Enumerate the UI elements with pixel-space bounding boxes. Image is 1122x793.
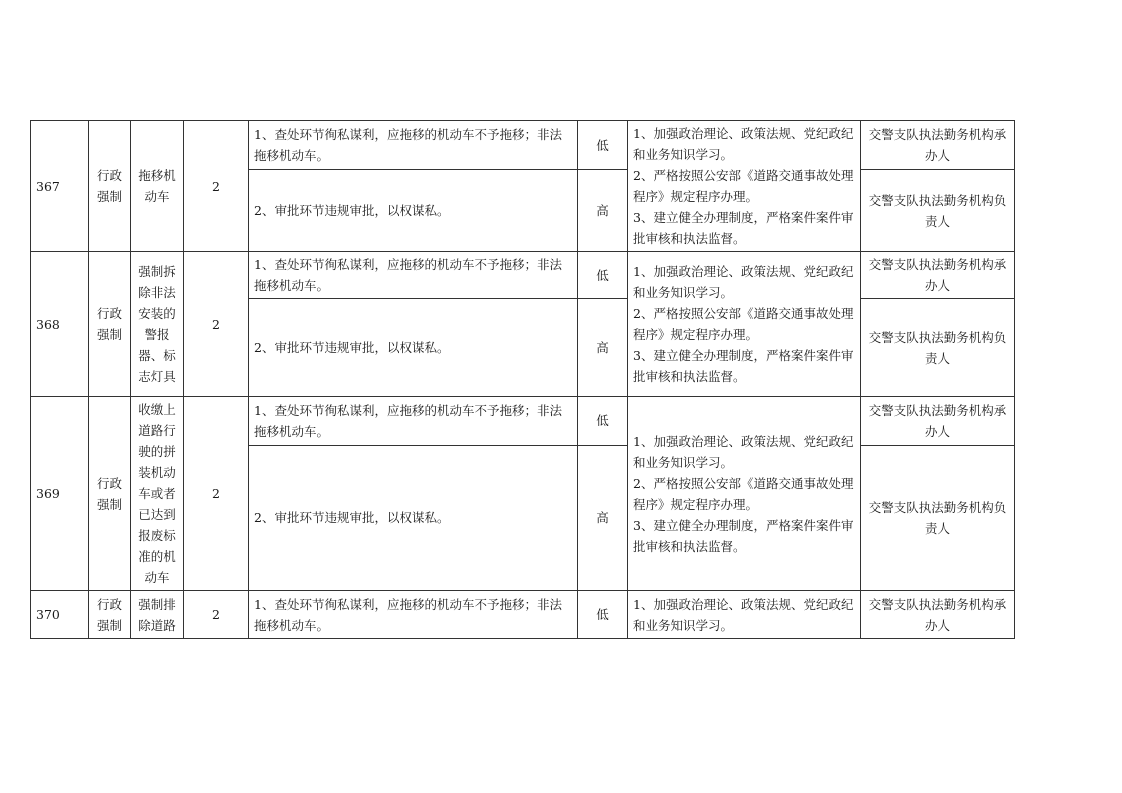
risk-grade: 低 — [578, 121, 628, 170]
risk-description: 2、审批环节违规审批，以权谋私。 — [249, 299, 578, 397]
table-row — [31, 397, 1015, 446]
responsible-party: 交警支队执法勤务机构负责人 — [861, 445, 1015, 590]
prevention-measures — [628, 591, 861, 639]
risk-description: 2、审批环节违规审批，以权谋私。 — [249, 170, 578, 252]
risk-description: 1、查处环节徇私谋利，应拖移的机动车不予拖移；非法拖移机动车。 — [249, 252, 578, 299]
table-row — [31, 591, 1015, 639]
responsible-party: 交警支队执法勤务机构负责人 — [861, 170, 1015, 252]
responsible-party: 交警支队执法勤务机构承办人 — [861, 591, 1015, 639]
level-value: 2 — [184, 252, 249, 397]
measure-item: 1、加强政治理论、政策法规、党纪政纪和业务知识学习。 — [633, 433, 854, 470]
prevention-measures — [628, 397, 861, 591]
power-name — [131, 121, 184, 252]
risk-description: 2、审批环节违规审批，以权谋私。 — [249, 445, 578, 590]
power-name-text: 强制排除道路 — [138, 596, 176, 633]
measure-item: 3、建立健全办理制度，严格案件案件审批审核和执法监督。 — [633, 517, 854, 554]
risk-grade: 高 — [578, 445, 628, 590]
item-number: 367 — [31, 121, 89, 252]
responsible-party: 交警支队执法勤务机构承办人 — [861, 252, 1015, 299]
responsible-party: 交警支队执法勤务机构承办人 — [861, 121, 1015, 170]
measure-item: 2、严格按照公安部《道路交通事故处理程序》规定程序办理。 — [633, 168, 854, 204]
measure-item: 2、严格按照公安部《道路交通事故处理程序》规定程序办理。 — [633, 306, 854, 342]
item-number: 370 — [31, 591, 89, 639]
risk-grade: 高 — [578, 299, 628, 397]
responsible-party: 交警支队执法勤务机构承办人 — [861, 397, 1015, 446]
prevention-measures — [628, 121, 861, 252]
power-name — [131, 252, 184, 397]
power-name — [131, 591, 184, 639]
risk-grade: 低 — [578, 252, 628, 299]
item-number: 368 — [31, 252, 89, 397]
measure-item: 2、严格按照公安部《道路交通事故处理程序》规定程序办理。 — [633, 475, 854, 512]
level-value: 2 — [184, 121, 249, 252]
power-type: 行政强制 — [89, 397, 131, 591]
item-number: 369 — [31, 397, 89, 591]
risk-grade: 低 — [578, 397, 628, 446]
table-row — [31, 252, 1015, 299]
prevention-measures — [628, 252, 861, 397]
measure-item: 1、加强政治理论、政策法规、党纪政纪和业务知识学习。 — [633, 126, 854, 162]
risk-table — [30, 120, 1015, 639]
power-type: 行政强制 — [89, 252, 131, 397]
measure-item: 3、建立健全办理制度，严格案件案件审批审核和执法监督。 — [633, 348, 854, 384]
level-value: 2 — [184, 397, 249, 591]
power-name-text: 拖移机动车 — [138, 168, 176, 204]
level-value: 2 — [184, 591, 249, 639]
table-row — [31, 121, 1015, 170]
risk-grade: 低 — [578, 591, 628, 639]
risk-description: 1、查处环节徇私谋利，应拖移的机动车不予拖移；非法拖移机动车。 — [249, 591, 578, 639]
risk-grade: 高 — [578, 170, 628, 252]
responsible-party: 交警支队执法勤务机构负责人 — [861, 299, 1015, 397]
power-type: 行政强制 — [89, 591, 131, 639]
risk-description: 1、查处环节徇私谋利，应拖移的机动车不予拖移；非法拖移机动车。 — [249, 121, 578, 170]
risk-description: 1、查处环节徇私谋利，应拖移的机动车不予拖移；非法拖移机动车。 — [249, 397, 578, 446]
measure-item: 3、建立健全办理制度，严格案件案件审批审核和执法监督。 — [633, 210, 854, 246]
measure-item: 1、加强政治理论、政策法规、党纪政纪和业务知识学习。 — [633, 264, 854, 300]
power-name-text: 强制拆除非法安装的警报器、标志灯具 — [138, 264, 176, 384]
measure-item: 1、加强政治理论、政策法规、党纪政纪和业务知识学习。 — [633, 596, 854, 633]
power-type: 行政强制 — [89, 121, 131, 252]
power-name — [131, 397, 184, 591]
power-name-text: 收缴上道路行驶的拼装机动车或者已达到报废标准的机动车 — [138, 402, 176, 585]
